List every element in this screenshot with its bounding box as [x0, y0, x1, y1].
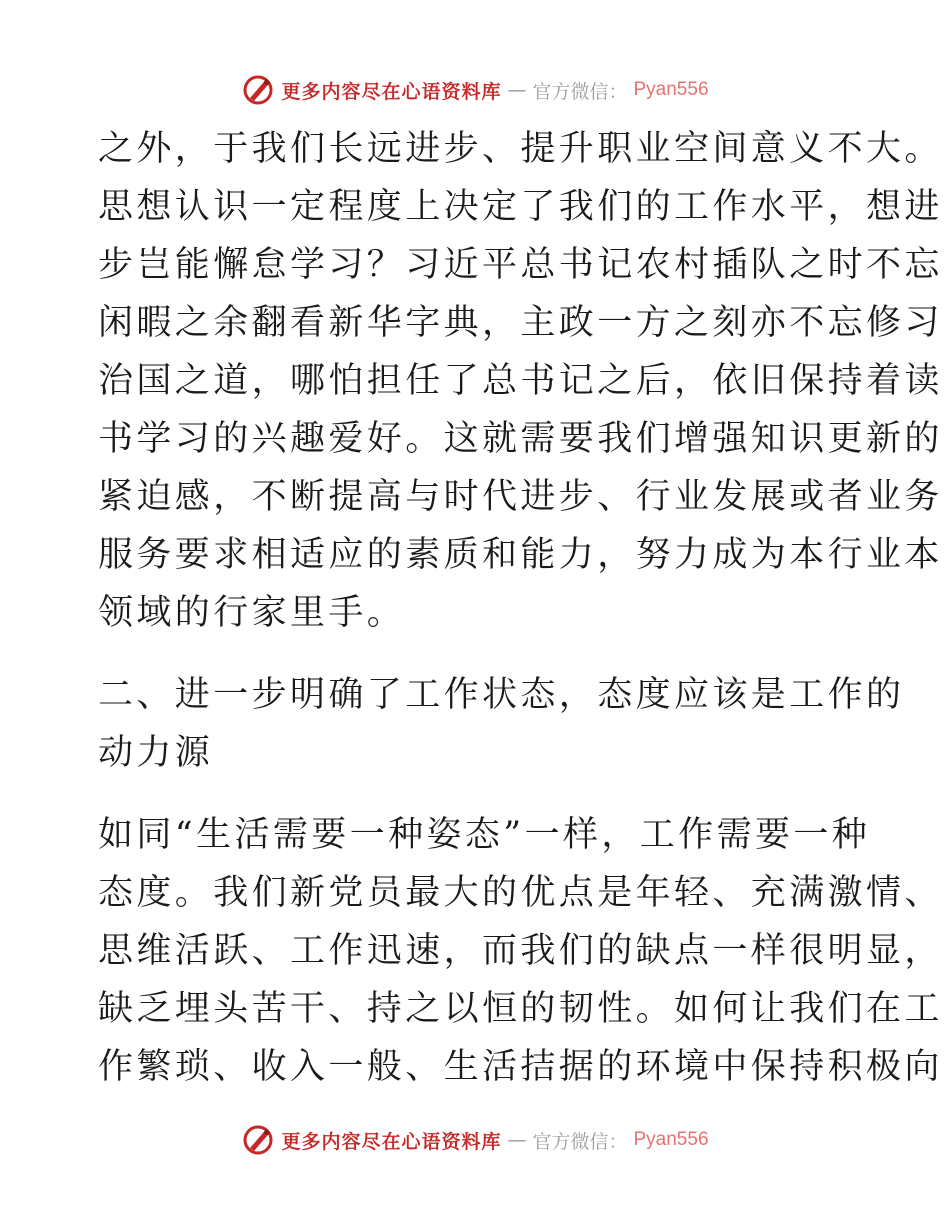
text-line: 步岂能懈怠学习？习近平总书记农村插队之时不忘	[98, 245, 943, 285]
text-line: 紧迫感，不断提高与时代进步、行业发展或者业务	[98, 477, 943, 517]
pen-logo-icon	[241, 73, 275, 107]
text-line: 之外，于我们长远进步、提升职业空间意义不大。	[98, 129, 943, 169]
paragraph-1	[98, 120, 943, 642]
heading-line: 动力源	[98, 733, 214, 773]
header-account: Pyan556	[633, 79, 709, 100]
text-line: 治国之道，哪怕担任了总书记之后，依旧保持着读	[98, 361, 943, 401]
text-line: 闲暇之余翻看新华字典，主政一方之刻亦不忘修习	[98, 303, 943, 343]
footer-wechat-label: 官方微信：	[532, 1130, 628, 1153]
text-line: 领域的行家里手。	[98, 593, 406, 633]
footer-watermark	[0, 1120, 950, 1160]
footer-brand: 更多内容尽在心语资料库	[281, 1130, 502, 1153]
text-line: 思维活跃、工作迅速，而我们的缺点一样很明显，	[98, 931, 943, 971]
footer-account: Pyan556	[633, 1129, 709, 1150]
text-line: 缺乏埋头苦干、持之以恒的韧性。如何让我们在工	[98, 989, 943, 1029]
pen-logo-icon	[241, 1123, 275, 1157]
section-heading	[98, 666, 905, 782]
header-watermark	[0, 70, 950, 110]
header-separator: —	[507, 79, 527, 101]
text-line: 思想认识一定程度上决定了我们的工作水平，想进	[98, 187, 943, 227]
text-line: 态度。我们新党员最大的优点是年轻、充满激情、	[98, 873, 943, 913]
paragraph-2	[98, 806, 943, 1096]
header-wechat-label: 官方微信：	[532, 80, 628, 103]
header-brand: 更多内容尽在心语资料库	[281, 80, 502, 103]
document-body	[98, 120, 943, 1096]
heading-line: 二、进一步明确了工作状态，态度应该是工作的	[98, 675, 905, 715]
text-line: 书学习的兴趣爱好。这就需要我们增强知识更新的	[98, 419, 943, 459]
footer-separator: —	[507, 1129, 527, 1151]
text-line: 服务要求相适应的素质和能力，努力成为本行业本	[98, 535, 943, 575]
text-line: 如同“生活需要一种姿态”一样，工作需要一种	[98, 815, 871, 855]
text-line: 作繁琐、收入一般、生活拮据的环境中保持积极向	[98, 1047, 943, 1087]
